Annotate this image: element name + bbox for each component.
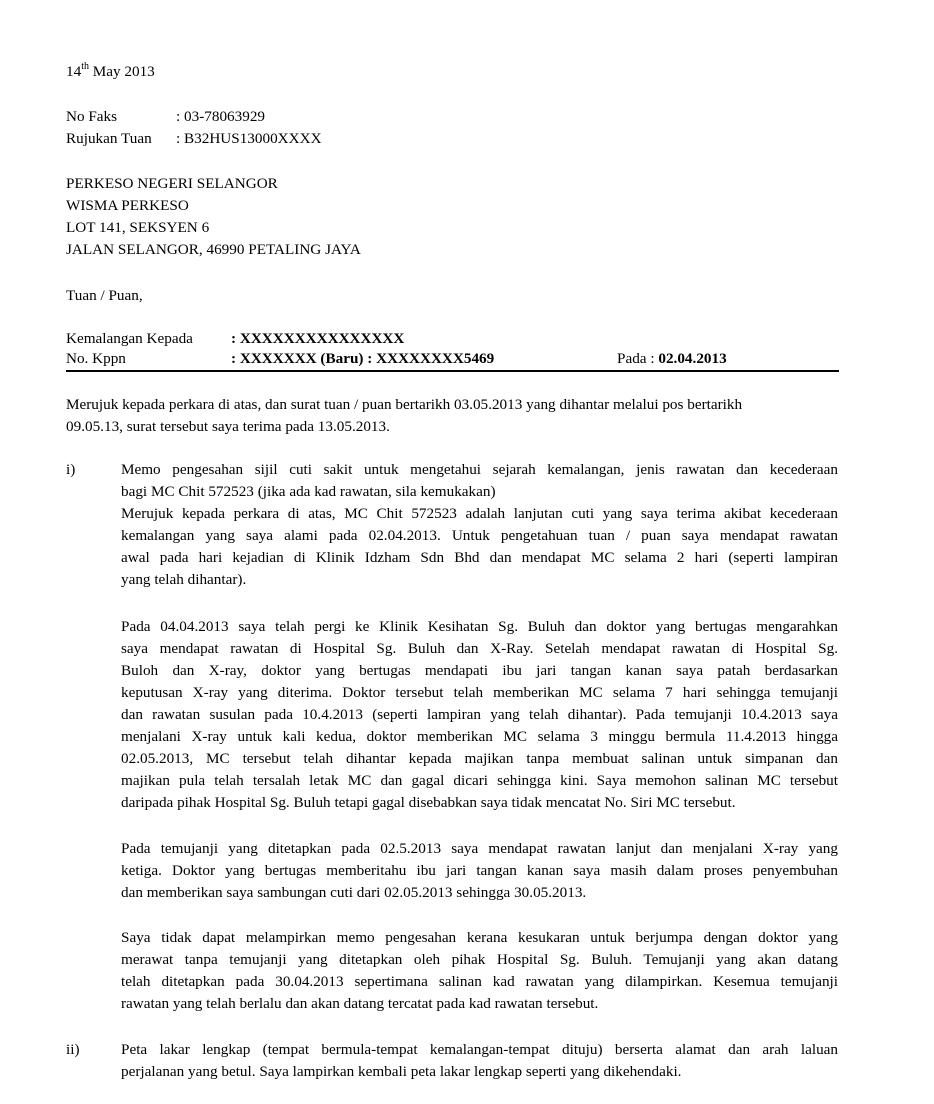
text-line: Merujuk kepada perkara di atas, dan surat tuan / puan bertarikh 03.05.2013 yang dihantar melalui pos bertarikh	[66, 396, 743, 413]
text-line: majikan pula telah tersalah letak MC dan gagal dicari sehingga kini. Saya memohon salinan MC tersebut	[121, 772, 838, 789]
item-paragraph	[121, 616, 838, 814]
text-line: Memo pengesahan sijil cuti sakit untuk mengetahui sejarah kemalangan, jenis rawatan dan kecederaan	[121, 461, 838, 478]
date-suffix: th	[81, 60, 89, 72]
subject-date-value: 02.04.2013	[658, 350, 727, 367]
text-line: awal pada hari kejadian di Klinik Idzham Sdn Bhd dan mendapat MC selama 2 hari (seperti lampiran	[121, 549, 838, 566]
text-line: 09.05.13, surat tersebut saya terima pada 13.05.2013.	[66, 418, 390, 435]
text-line: perjalanan yang betul. Saya lampirkan kembali peta lakar lengkap seperti yang dikehendaki.	[121, 1063, 682, 1080]
subject-label-1: Kemalangan Kepada	[66, 330, 193, 347]
text-line: 02.05.2013, MC tersebut telah dihantar kepada majikan tanpa membuat salinan untuk simpanan dan	[121, 750, 838, 767]
text-line: daripada pihak Hospital Sg. Buluh tetapi gagal disebabkan saya tidak mencatat No. Siri MC tersebut.	[121, 794, 736, 811]
text-line: kemalangan yang saya alami pada 02.04.2013. Untuk pengetahuan tuan / puan saya mendapat rawatan	[121, 527, 838, 544]
salutation: Tuan / Puan,	[66, 287, 143, 304]
item-number: i)	[66, 461, 76, 478]
text-line: Pada 04.04.2013 saya telah pergi ke Klinik Kesihatan Sg. Buluh dan doktor yang bertugas mengarahkan	[121, 618, 838, 635]
text-line: dan rawatan susulan pada 10.4.2013 (seperti lampiran yang telah dihantar). Pada temujanji 10.4.2013 saya	[121, 706, 838, 723]
letter-date	[66, 61, 155, 83]
item-paragraph	[121, 838, 838, 904]
address-line: PERKESO NEGERI SELANGOR	[66, 175, 278, 192]
date-month-year: May 2013	[88, 63, 155, 80]
text-line: dan memberikan saya sambungan cuti dari 02.05.2013 sehingga 30.05.2013.	[121, 884, 587, 901]
subject-value-2: : XXXXXXX (Baru) : XXXXXXXX5469	[231, 350, 495, 367]
text-line: menjalani X-ray untuk kali kedua, doktor memberikan MC selama 3 minggu bermula 11.4.2013 hingga	[121, 728, 838, 745]
subject-date	[617, 348, 727, 370]
item-paragraph	[121, 927, 838, 1015]
reference-label: Rujukan Tuan	[66, 130, 152, 147]
text-line: Peta lakar lengkap (tempat bermula-tempat kemalangan-tempat dituju) berserta alamat dan arah laluan	[121, 1041, 838, 1058]
intro-paragraph	[66, 394, 815, 438]
text-line: ketiga. Doktor yang bertugas memberitahu ibu jari tangan kanan saya masih dalam proses penyembuhan	[121, 862, 838, 879]
text-line: Saya tidak dapat melampirkan memo pengesahan kerana kesukaran untuk berjumpa dengan doktor yang	[121, 929, 838, 946]
address-line: WISMA PERKESO	[66, 197, 189, 214]
text-line: yang telah dihantar).	[121, 571, 247, 588]
text-line: Pada temujanji yang ditetapkan pada 02.5.2013 saya mendapat rawatan lanjut dan menjalani X-ray yang	[121, 840, 838, 857]
text-line: saya mendapat rawatan di Hospital Sg. Buluh dan X-Ray. Setelah mendapat rawatan di Hospital Sg.	[121, 640, 838, 657]
text-line: merawat tanpa temujanji yang ditetapkan oleh pihak Hospital Sg. Buluh. Temujanji yang akan datang	[121, 951, 838, 968]
address-block	[66, 173, 361, 261]
subject-divider	[66, 370, 839, 372]
item-number: ii)	[66, 1041, 80, 1058]
text-line: Merujuk kepada perkara di atas, MC Chit 572523 adalah lanjutan cuti yang saya terima akibat kecederaan	[121, 505, 838, 522]
subject-date-label: Pada :	[617, 350, 659, 367]
fax-value: : 03-78063929	[176, 108, 266, 125]
text-line: telah ditetapkan pada 30.04.2013 sepertimana salinan kad rawatan yang dilampirkan. Kesemua temujanji	[121, 973, 838, 990]
address-line: JALAN SELANGOR, 46990 PETALING JAYA	[66, 241, 361, 258]
text-line: bagi MC Chit 572523 (jika ada kad rawatan, sila kemukakan)	[121, 483, 496, 500]
reference-value: : B32HUS13000XXXX	[176, 130, 322, 147]
subject-label-2: No. Kppn	[66, 350, 126, 367]
fax-label: No Faks	[66, 108, 118, 125]
text-line: rawatan yang telah berlalu dan akan datang tercatat pada kad rawatan tersebut.	[121, 995, 599, 1012]
date-day: 14	[66, 63, 82, 80]
subject-value-1: : XXXXXXXXXXXXXXX	[231, 330, 405, 347]
text-line: Buloh dan X-ray, doktor yang bertugas mendapati ibu jari tangan kanan saya patah berdasarkan	[121, 662, 838, 679]
text-line: keputusan X-ray yang diterima. Doktor tersebut telah memberikan MC selama 7 hari sehingga temujanji	[121, 684, 838, 701]
address-line: LOT 141, SEKSYEN 6	[66, 219, 210, 236]
item-paragraph	[121, 459, 838, 591]
item-paragraph	[121, 1039, 838, 1083]
